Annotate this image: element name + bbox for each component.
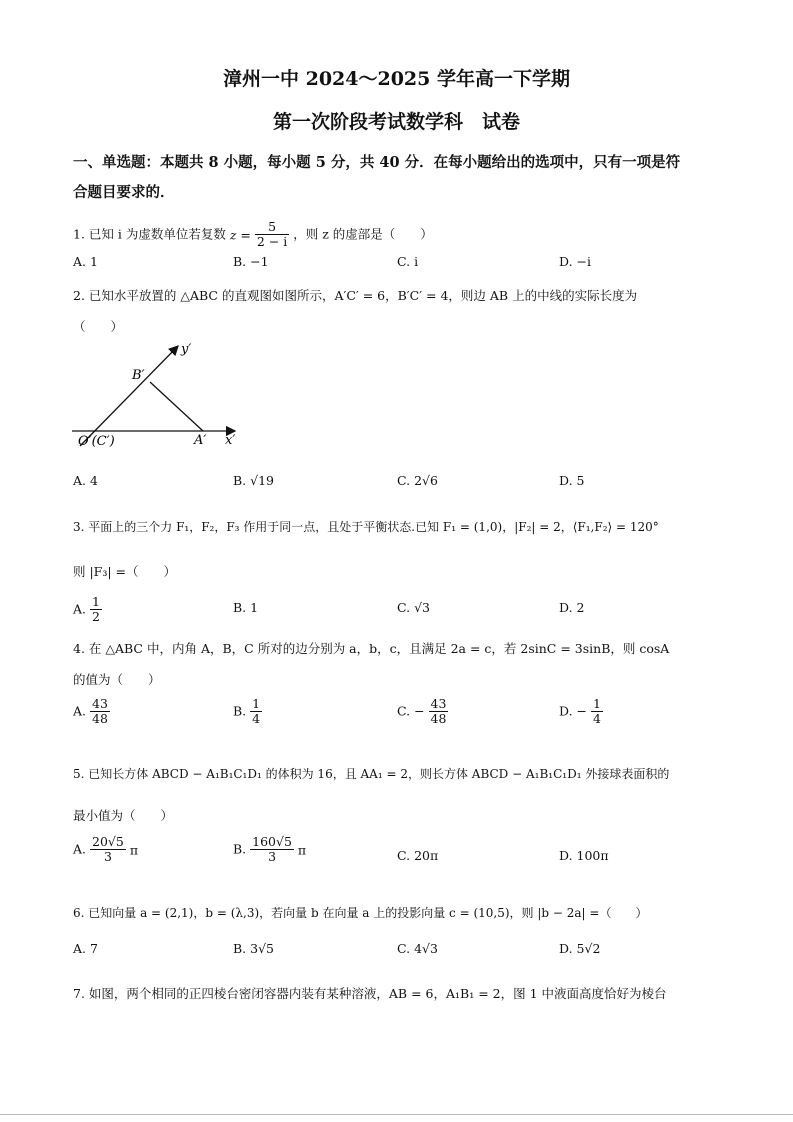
q5-option-b-pi: π bbox=[297, 842, 307, 858]
segment-b-a bbox=[150, 382, 203, 431]
q3-option-a-den: 2 bbox=[92, 609, 100, 625]
question-5: 5. 已知长方体 ABCD − A₁B₁C₁D₁ 的体积为 16，且 AA₁ = 2，则长方体 ABCD − A₁B₁C₁D₁ 外接球表面积的 bbox=[73, 767, 670, 781]
q4-option-a-den: 48 bbox=[92, 711, 108, 727]
q6-option-a: A. 7 bbox=[73, 941, 98, 956]
question-4-cont: 的值为（ ） bbox=[73, 672, 161, 687]
q4-option-c-den: 48 bbox=[430, 711, 447, 727]
q1-option-d: D. −i bbox=[559, 254, 591, 269]
q5-option-b-den: 3 bbox=[268, 849, 277, 865]
q5-option-a-pi: π bbox=[129, 842, 139, 858]
label-b-prime: B′ bbox=[132, 368, 145, 383]
q5-option-b-label: B. bbox=[233, 841, 247, 857]
q5-option-a-label: A. bbox=[73, 841, 87, 857]
q2-option-b: B. √19 bbox=[233, 473, 275, 488]
q1-fraction bbox=[255, 220, 289, 250]
q5-option-a-num: 20√5 bbox=[92, 834, 124, 849]
q1-option-b: B. −1 bbox=[233, 254, 269, 269]
q4-option-d bbox=[559, 697, 603, 727]
q3-option-a-num: 1 bbox=[92, 594, 100, 609]
q5-option-a bbox=[73, 835, 138, 865]
q4-option-b-den: 4 bbox=[252, 711, 261, 727]
question-6: 6. 已知向量 a = (2,1)，b = (λ,3)，若向量 b 在向量 a 上的投影向量 c = (10,5)，则 |b − 2a| =（ ） bbox=[73, 906, 648, 920]
q5-option-b bbox=[233, 835, 306, 865]
q2-option-c: C. 2√6 bbox=[397, 473, 438, 488]
q4-option-c-fraction bbox=[429, 697, 449, 727]
label-x-axis: x′ bbox=[225, 433, 236, 448]
q5-option-c: C. 20π bbox=[397, 848, 439, 863]
exam-title-line1: 漳州一中 2024～2025 学年高一下学期 bbox=[223, 68, 570, 90]
section-heading-cont: 合题目要求的． bbox=[73, 184, 175, 201]
q1-text-pre: 1. 已知 i 为虚数单位若复数 bbox=[73, 226, 226, 242]
question-7: 7. 如图，两个相同的正四棱台密闭容器内装有某种溶液，AB = 6，A₁B₁ = 2，图 1 中液面高度恰好为棱台 bbox=[73, 986, 667, 1001]
exam-title-line2: 第一次阶段考试数学科 试卷 bbox=[272, 111, 520, 133]
q1-text-post: ，则 z 的虚部是（ ） bbox=[293, 226, 433, 242]
question-4: 4. 在 △ABC 中，内角 A，B，C 所对的边分别为 a，b，c，且满足 2a = c，若 2sinC = 3sinB，则 cosA bbox=[73, 641, 670, 656]
q3-option-b: B. 1 bbox=[233, 600, 259, 615]
q1-option-c: C. i bbox=[397, 254, 419, 269]
q5-option-b-num: 160√5 bbox=[252, 834, 292, 849]
label-a-prime: A′ bbox=[194, 433, 207, 448]
q5-option-b-fraction bbox=[250, 835, 294, 865]
question-3-cont: 则 |F₃| =（ ） bbox=[73, 564, 177, 579]
q5-option-d: D. 100π bbox=[559, 848, 609, 863]
q4-option-b-fraction bbox=[250, 697, 262, 727]
q3-option-a bbox=[73, 595, 102, 625]
label-y-axis: y′ bbox=[181, 342, 192, 357]
q4-option-c-label: C. − bbox=[397, 703, 425, 719]
q4-option-d-den: 4 bbox=[592, 711, 601, 727]
question-3: 3. 平面上的三个力 F₁，F₂，F₃ 作用于同一点，且处于平衡状态.已知 F₁ = (1,0)，|F₂| = 2，⟨F₁,F₂⟩ = 120° bbox=[73, 520, 659, 534]
q3-option-c: C. √3 bbox=[397, 600, 430, 615]
q4-option-d-label: D. − bbox=[559, 703, 587, 719]
q3-option-a-label: A. bbox=[73, 601, 87, 617]
q4-option-a-fraction bbox=[90, 697, 110, 727]
question-2-cont: （ ） bbox=[73, 319, 124, 334]
q4-option-b bbox=[233, 697, 262, 727]
q4-option-c bbox=[397, 697, 448, 727]
question-2: 2. 已知水平放置的 △ABC 的直观图如图所示，A′C′ = 6，B′C′ = 4，则边 AB 上的中线的实际长度为 bbox=[73, 288, 638, 303]
q2-option-d: D. 5 bbox=[559, 473, 585, 488]
q1-option-a: A. 1 bbox=[73, 254, 98, 269]
q3-option-d: D. 2 bbox=[559, 600, 585, 615]
q4-option-a bbox=[73, 697, 110, 727]
q5-option-a-fraction bbox=[90, 835, 126, 865]
q1-denominator: 2 − i bbox=[256, 234, 288, 250]
question-1 bbox=[73, 220, 433, 250]
q1-z: z bbox=[229, 227, 237, 243]
question-5-cont: 最小值为（ ） bbox=[73, 808, 174, 823]
q4-option-d-num: 1 bbox=[592, 696, 601, 711]
q4-option-c-num: 43 bbox=[430, 696, 447, 711]
q5-option-a-den: 3 bbox=[103, 849, 112, 865]
q1-eq: = bbox=[240, 227, 251, 243]
q6-option-c: C. 4√3 bbox=[397, 941, 438, 956]
q4-option-b-num: 1 bbox=[252, 696, 261, 711]
q6-option-b: B. 3√5 bbox=[233, 941, 275, 956]
q4-option-b-label: B. bbox=[233, 703, 247, 719]
q4-option-d-fraction bbox=[591, 697, 603, 727]
q4-option-a-label: A. bbox=[73, 703, 87, 719]
q2-figure bbox=[70, 338, 250, 453]
q6-option-d: D. 5√2 bbox=[559, 941, 601, 956]
q1-numerator: 5 bbox=[255, 220, 289, 235]
q2-option-a: A. 4 bbox=[73, 473, 98, 488]
q4-option-a-num: 43 bbox=[92, 696, 108, 711]
q3-option-a-fraction bbox=[90, 595, 102, 625]
section-heading: 一、单选题：本题共 8 小题，每小题 5 分，共 40 分．在每小题给出的选项中，只有一项是符 bbox=[73, 154, 681, 171]
label-origin: O′(C′) bbox=[78, 434, 115, 449]
page-bottom-rule bbox=[0, 1114, 793, 1115]
